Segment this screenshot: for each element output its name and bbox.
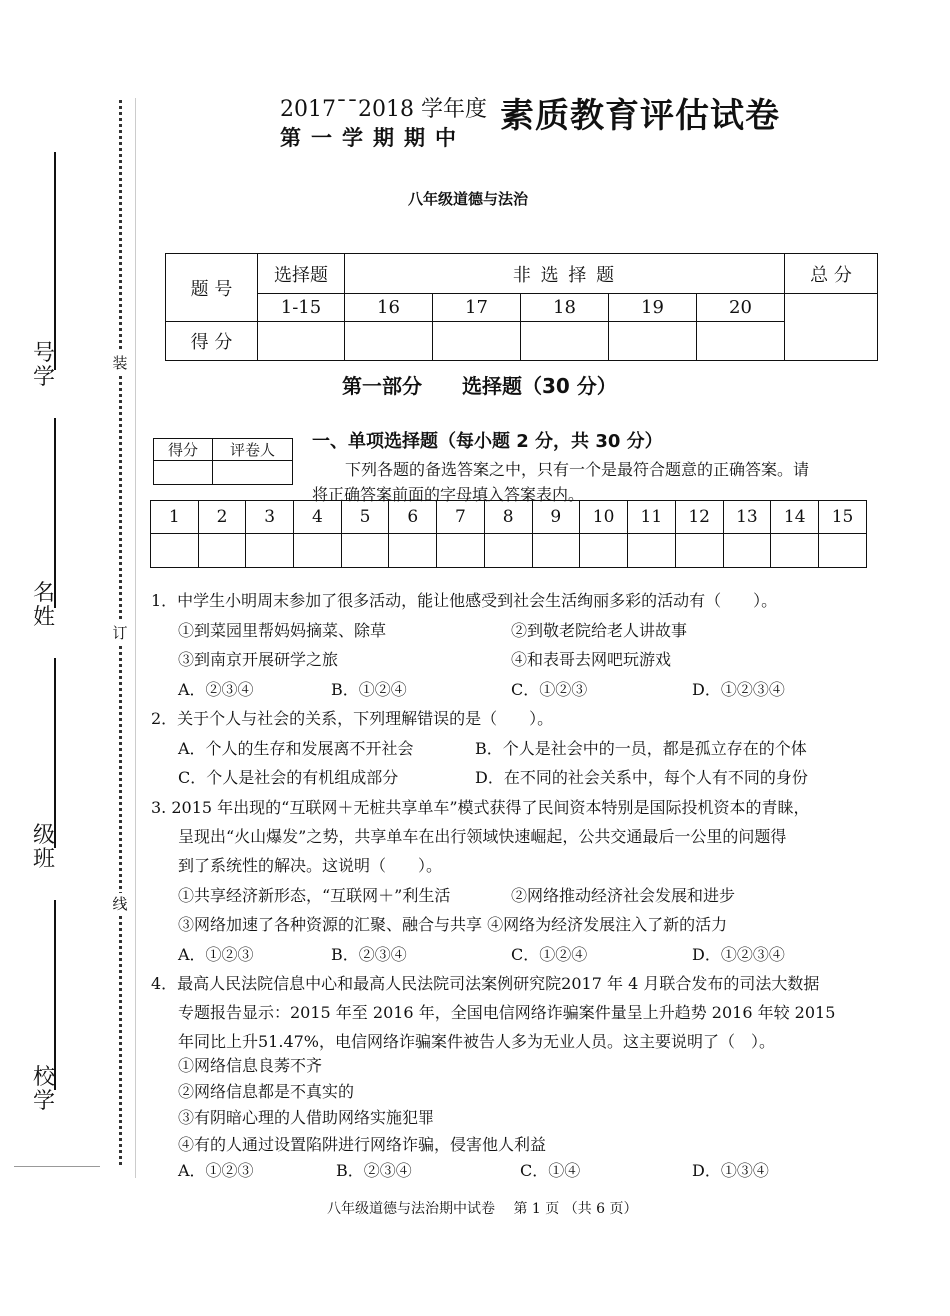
binding-mark-xian: 线 [112, 895, 128, 913]
answer-cell[interactable] [198, 534, 246, 568]
question-stem: 4．最高人民法院信息中心和最高人民法院司法案例研究院2017 年 4 月联合发布的司法大数据 [151, 974, 820, 993]
page-footer: 八年级道德与法治期中试卷 第 1 页 （共 6 页） [327, 1201, 638, 1217]
choice-header: 选择题 [258, 254, 345, 294]
school-label: 校学 [32, 1065, 55, 1114]
margin-bottom-rule [14, 1166, 100, 1167]
question-item: ②到敬老院给老人讲故事 [511, 621, 688, 640]
margin-divider [135, 98, 136, 1178]
option-c: C．①②③ [511, 680, 588, 699]
binding-line [54, 152, 56, 370]
answer-cell[interactable] [627, 534, 675, 568]
score-cell[interactable] [433, 322, 521, 361]
option-c: C．①②④ [511, 945, 588, 964]
col-16: 16 [345, 294, 433, 322]
student-id-label: 号学 [32, 341, 55, 390]
question-item: ③有阴暗心理的人借助网络实施犯罪 [178, 1108, 435, 1127]
answer-number: 7 [437, 501, 485, 534]
answer-number: 12 [675, 501, 723, 534]
term: 第一学期期中 [280, 125, 466, 150]
question-item: ④有的人通过设置陷阱进行网络诈骗，侵害他人利益 [178, 1135, 547, 1154]
answer-cell[interactable] [532, 534, 580, 568]
answer-table [150, 500, 867, 568]
option-a: A．②③④ [178, 680, 254, 699]
option-d: D．①③④ [692, 1161, 769, 1180]
total-score-cell[interactable] [785, 294, 878, 361]
score-cell[interactable] [609, 322, 697, 361]
answer-number: 8 [484, 501, 532, 534]
question-stem: 1．中学生小明周末参加了很多活动，能让他感受到社会生活绚丽多彩的活动有（ ）。 [151, 591, 778, 610]
answer-number: 14 [771, 501, 819, 534]
question-number-label: 题 号 [166, 254, 258, 322]
answer-number: 11 [627, 501, 675, 534]
option-b: B．个人是社会中的一员，都是孤立存在的个体 [475, 739, 807, 758]
option-a: A．①②③ [178, 945, 254, 964]
binding-line [54, 900, 56, 1090]
question-item: ②网络信息都是不真实的 [178, 1082, 355, 1101]
score-cell[interactable] [258, 322, 345, 361]
score-label: 得 分 [166, 322, 258, 361]
option-a: A．①②③ [178, 1161, 254, 1180]
answer-number: 3 [246, 501, 294, 534]
answer-cell[interactable] [484, 534, 532, 568]
grader-score-cell[interactable] [154, 461, 213, 485]
answer-number: 1 [151, 501, 199, 534]
question-item: ①共享经济新形态，“互联网＋”利生活 [178, 886, 451, 905]
answer-number: 13 [723, 501, 771, 534]
option-d: D．在不同的社会关系中，每个人有不同的身份 [475, 768, 808, 787]
question-item: ③到南京开展研学之旅 [178, 650, 339, 669]
answer-number: 2 [198, 501, 246, 534]
col-17: 17 [433, 294, 521, 322]
answer-number: 4 [294, 501, 342, 534]
option-d: D．①②③④ [692, 945, 785, 964]
score-cell[interactable] [521, 322, 609, 361]
option-b: B．②③④ [331, 945, 407, 964]
question-item: ①网络信息良莠不齐 [178, 1056, 323, 1075]
col-1-15: 1-15 [258, 294, 345, 322]
part-heading: 第一部分 选择题（30 分） [342, 374, 617, 398]
option-a: A．个人的生存和发展离不开社会 [178, 739, 414, 758]
binding-line [54, 418, 56, 608]
answer-cell[interactable] [675, 534, 723, 568]
answer-cell[interactable] [437, 534, 485, 568]
col-20: 20 [697, 294, 785, 322]
question-stem: 呈现出“火山爆发”之势，共享单车在出行领域快速崛起，公共交通最后一公里的问题得 [178, 827, 787, 846]
score-cell[interactable] [345, 322, 433, 361]
answer-number: 15 [819, 501, 867, 534]
question-stem: 到了系统性的解决。这说明（ ）。 [178, 856, 443, 875]
grader-score-label: 得分 [154, 439, 213, 461]
grader-reviewer-label: 评卷人 [213, 439, 293, 461]
answer-cell[interactable] [819, 534, 867, 568]
question-stem: 3. 2015 年出现的“互联网＋无桩共享单车”模式获得了民间资本特别是国际投机资本的青睐， [151, 798, 810, 817]
answer-cell[interactable] [389, 534, 437, 568]
question-stem: 2．关于个人与社会的关系，下列理解错误的是（ ）。 [151, 709, 554, 728]
question-item: ①到菜园里帮妈妈摘菜、除草 [178, 621, 387, 640]
question-item: ②网络推动经济社会发展和进步 [511, 886, 736, 905]
class-label: 级班 [32, 823, 55, 872]
binding-mark-zhuang: 装 [112, 354, 128, 372]
binding-line [54, 658, 56, 848]
option-b: B．②③④ [336, 1161, 412, 1180]
option-c: C．①④ [520, 1161, 581, 1180]
page-title: 素质教育评估试卷 [500, 96, 780, 136]
grader-reviewer-cell[interactable] [213, 461, 293, 485]
answer-number: 6 [389, 501, 437, 534]
section-heading: 一、单项选择题（每小题 2 分，共 30 分） [312, 431, 663, 452]
answer-cell[interactable] [151, 534, 199, 568]
col-18: 18 [521, 294, 609, 322]
answer-cell[interactable] [580, 534, 628, 568]
binding-mark-ding: 订 [112, 624, 128, 642]
answer-number: 10 [580, 501, 628, 534]
option-b: B．①②④ [331, 680, 407, 699]
answer-cell[interactable] [341, 534, 389, 568]
subject-title: 八年级道德与法治 [408, 190, 529, 208]
question-stem: 年同比上升51.47%，电信网络诈骗案件被告人多为无业人员。这主要说明了（ ）。 [178, 1032, 776, 1051]
nonchoice-header: 非 选 择 题 [345, 254, 785, 294]
score-table [165, 253, 878, 361]
answer-cell[interactable] [294, 534, 342, 568]
total-header: 总 分 [785, 254, 878, 294]
col-19: 19 [609, 294, 697, 322]
option-c: C．个人是社会的有机组成部分 [178, 768, 399, 787]
grader-table [153, 438, 293, 485]
answer-cell[interactable] [771, 534, 819, 568]
instructions: 下列各题的备选答案之中，只有一个是最符合题意的正确答案。请 [345, 460, 810, 479]
answer-cell[interactable] [723, 534, 771, 568]
student-name-label: 名姓 [32, 581, 55, 630]
answer-number: 5 [341, 501, 389, 534]
school-year: 2017¯¯2018 学年度 [280, 97, 487, 122]
question-stem: 专题报告显示：2015 年至 2016 年，全国电信网络诈骗案件量呈上升趋势 2016 年较 2015 [178, 1003, 836, 1022]
instructions: 将正确答案前面的字母填入答案表内。 [312, 485, 585, 504]
question-item: ④和表哥去网吧玩游戏 [511, 650, 672, 669]
option-d: D．①②③④ [692, 680, 785, 699]
question-item: ③网络加速了各种资源的汇聚、融合与共享 ④网络为经济发展注入了新的活力 [178, 915, 728, 934]
answer-cell[interactable] [246, 534, 294, 568]
answer-number: 9 [532, 501, 580, 534]
score-cell[interactable] [697, 322, 785, 361]
